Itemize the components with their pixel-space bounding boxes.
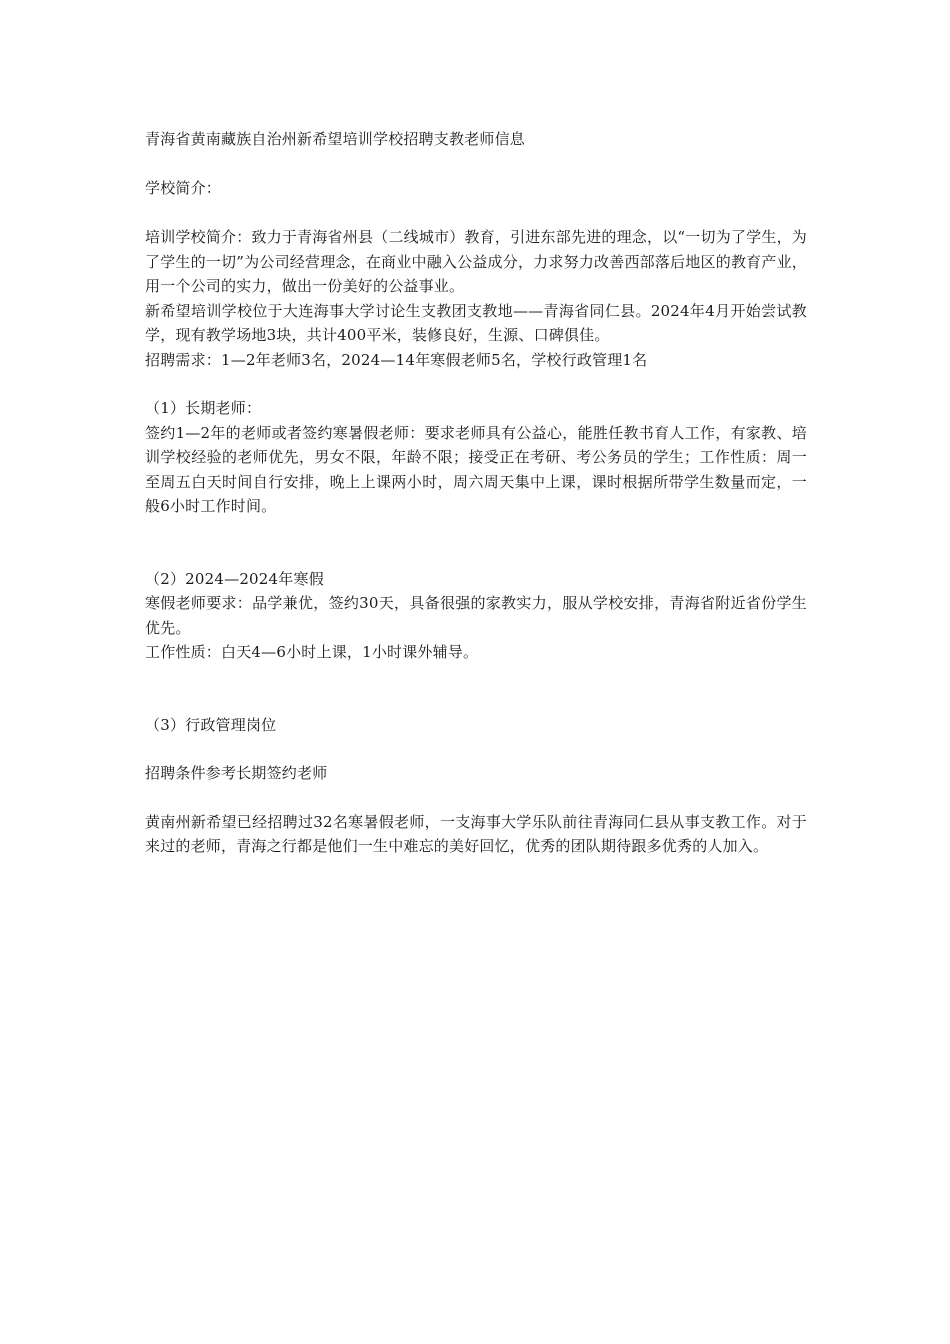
document-body [145,127,807,859]
section-3-paragraph: 招聘条件参考长期签约老师 [145,764,328,782]
closing-paragraph: 黄南州新希望已经招聘过32名寒暑假老师，一支海事大学乐队前往青海同仁县从事支教工作。对于来过的老师，青海之行都是他们一生中难忘的美好回忆，优秀的团队期待跟多优秀的人加入。 [145,812,807,855]
section-1-paragraph: 签约1—2年的老师或者签约寒暑假老师：要求老师具有公益心，能胜任教书育人工作，有家教、培训学校经验的老师优先，男女不限，年龄不限；接受正在考研、考公务员的学生；工作性质：周一至周五白天时间自行安排，晚上上课两小时，周六周天集中上课，课时根据所带学生数量而定，一般6小时工作时间。 [145,423,807,515]
intro-paragraph-3: 招聘需求：1—2年老师3名，2024—14年寒假老师5名，学校行政管理1名 [145,350,648,369]
intro-paragraph-2: 新希望培训学校位于大连海事大学讨论生支教团支教地——青海省同仁县。2024年4月开始尝试教学，现有教学场地3块，共计400平米，装修良好，生源、口碑俱佳。 [145,301,807,344]
intro-heading: 学校简介： [145,178,222,197]
section-3-heading: （3）行政管理岗位 [145,715,277,734]
section-1-heading: （1）长期老师： [145,399,262,417]
section-2-paragraph-2: 工作性质：白天4—6小时上课，1小时课外辅导。 [145,643,479,661]
section-2-heading: （2）2024—2024年寒假 [145,569,324,588]
section-2-paragraph-1: 寒假老师要求：品学兼优，签约30天，具备很强的家教实力，服从学校安排，青海省附近省份学生优先。 [145,594,807,637]
document-title: 青海省黄南藏族自治州新希望培训学校招聘支教老师信息 [145,130,526,148]
intro-paragraph-1: 培训学校简介：致力于青海省州县（二线城市）教育，引进东部先进的理念，以“一切为了学生，为了学生的一切”为公司经营理念，在商业中融入公益成分，力求努力改善西部落后地区的教育产业，用一个公司的实力，做出一份美好的公益事业。 [145,228,807,295]
